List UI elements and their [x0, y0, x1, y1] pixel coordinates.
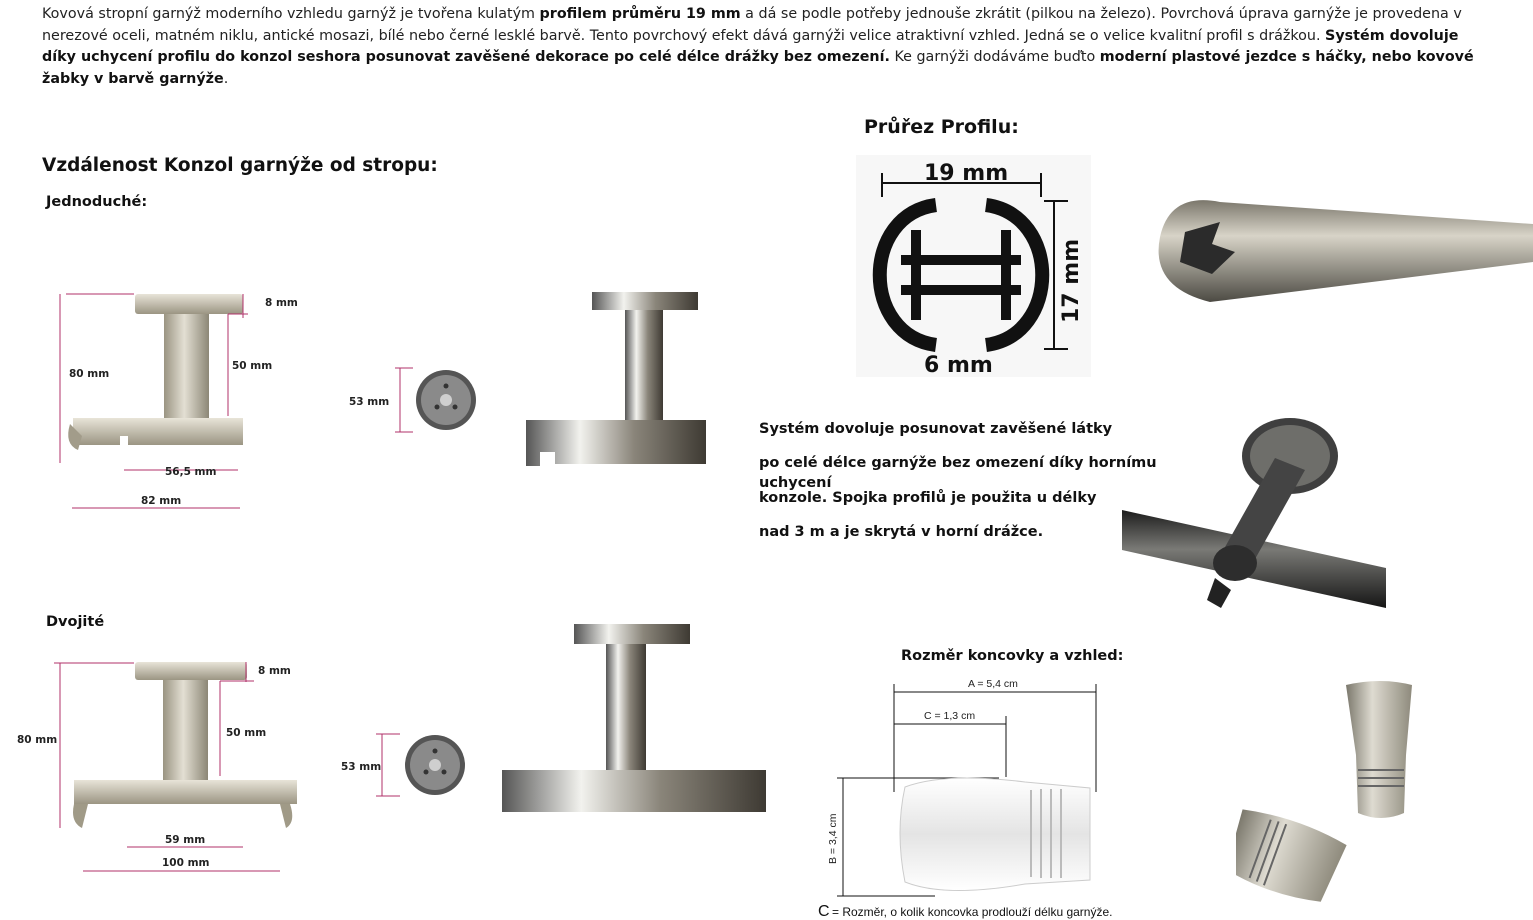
single-bracket-photo [520, 288, 710, 470]
double-bracket-diagram [14, 658, 304, 883]
double-bracket-photo [498, 618, 770, 818]
endcap-upright [1346, 681, 1412, 818]
dim-53mm: 53 mm [349, 396, 390, 408]
dim-82mm: 82 mm [141, 495, 182, 507]
intro-text-3: Ke garnýži dodáváme buďto [889, 49, 1100, 65]
dim-a: A = 5,4 cm [968, 678, 1018, 690]
dim-8mm: 8 mm [265, 297, 298, 309]
profile-width-label: 19 mm [924, 161, 1009, 186]
intro-bold-3: moderní plastové jezdce s háčky, nebo kovové žabky v barvě garnýže [42, 49, 1474, 87]
dim-100mm: 100 mm [162, 857, 210, 869]
intro-paragraph [42, 4, 1482, 90]
dim-50mm-double: 50 mm [226, 727, 267, 739]
dim-50mm: 50 mm [232, 360, 273, 372]
rail-photo [1150, 192, 1533, 312]
profile-gap-label: 6 mm [924, 353, 993, 377]
dim-53mm-double: 53 mm [341, 761, 382, 773]
distance-heading: Vzdálenost Konzol garnýže od stropu: [42, 155, 438, 176]
endcap-diagram [815, 672, 1150, 920]
dim-565mm: 56,5 mm [165, 466, 217, 478]
intro-bold-2: Systém dovoluje díky uchycení profilu do konzol seshora posunovat zavěšené dekorace po celé délce drážky bez omezení. [42, 27, 1459, 65]
dim-80mm: 80 mm [69, 368, 110, 380]
dim-80mm-double: 80 mm [17, 734, 58, 746]
dim-59mm: 59 mm [165, 834, 206, 846]
endcap-photos [1236, 675, 1436, 920]
profile-heading: Průřez Profilu: [864, 116, 1019, 138]
endcap-heading: Rozměr koncovky a vzhled: [901, 648, 1124, 664]
system-line-1: Systém dovoluje posunovat zavěšené látky [759, 421, 1113, 437]
single-round-plate [345, 365, 480, 435]
single-heading: Jednoduché: [46, 194, 148, 210]
system-line-3: konzole. Spojka profilů je použita u délky [759, 489, 1097, 506]
dim-b: B = 3,4 cm [827, 813, 839, 864]
ceiling-plate [135, 294, 243, 314]
intro-text-1: Kovová stropní garnýž moderního vzhledu garnýž je tvořena kulatým [42, 6, 540, 22]
profile-height-label: 17 mm [1059, 238, 1084, 323]
system-line-4: nad 3 m a je skrytá v horní drážce. [759, 523, 1044, 540]
dark-rail-bracket-photo [1120, 418, 1388, 613]
intro-text-4: . [223, 70, 229, 87]
system-line-2: po celé délce garnýže bez omezení díky hornímu uchycení [759, 455, 1157, 492]
note-letter: C [818, 903, 830, 920]
profile-cross-section [856, 155, 1091, 377]
double-heading: Dvojité [46, 614, 105, 630]
arm [73, 418, 243, 445]
endcap-note: = Rozměr, o kolik koncovka prodlouží délku garnýže. [832, 905, 1113, 919]
double-round-plate [338, 730, 473, 800]
endcap-lying [1236, 803, 1348, 909]
single-bracket-diagram [48, 288, 303, 528]
stem [164, 314, 209, 418]
dim-c: C = 1,3 cm [924, 710, 976, 722]
intro-bold-1: profilem průměru 19 mm [539, 6, 741, 22]
intro-text-2: a dá se podle potřeby jednouše zkrátit (pilkou na železo). Povrchová úprava garnýže je provedena v nerezové oceli, matném niklu, antické mosazi, bílé nebo černé lesklé barvě. Tento povrchový efekt dává garnýži velice atraktivní vzhled. Jedná se o velice kvalitní profil s drážkou. [42, 6, 1462, 44]
dim-8mm-double: 8 mm [258, 665, 291, 677]
